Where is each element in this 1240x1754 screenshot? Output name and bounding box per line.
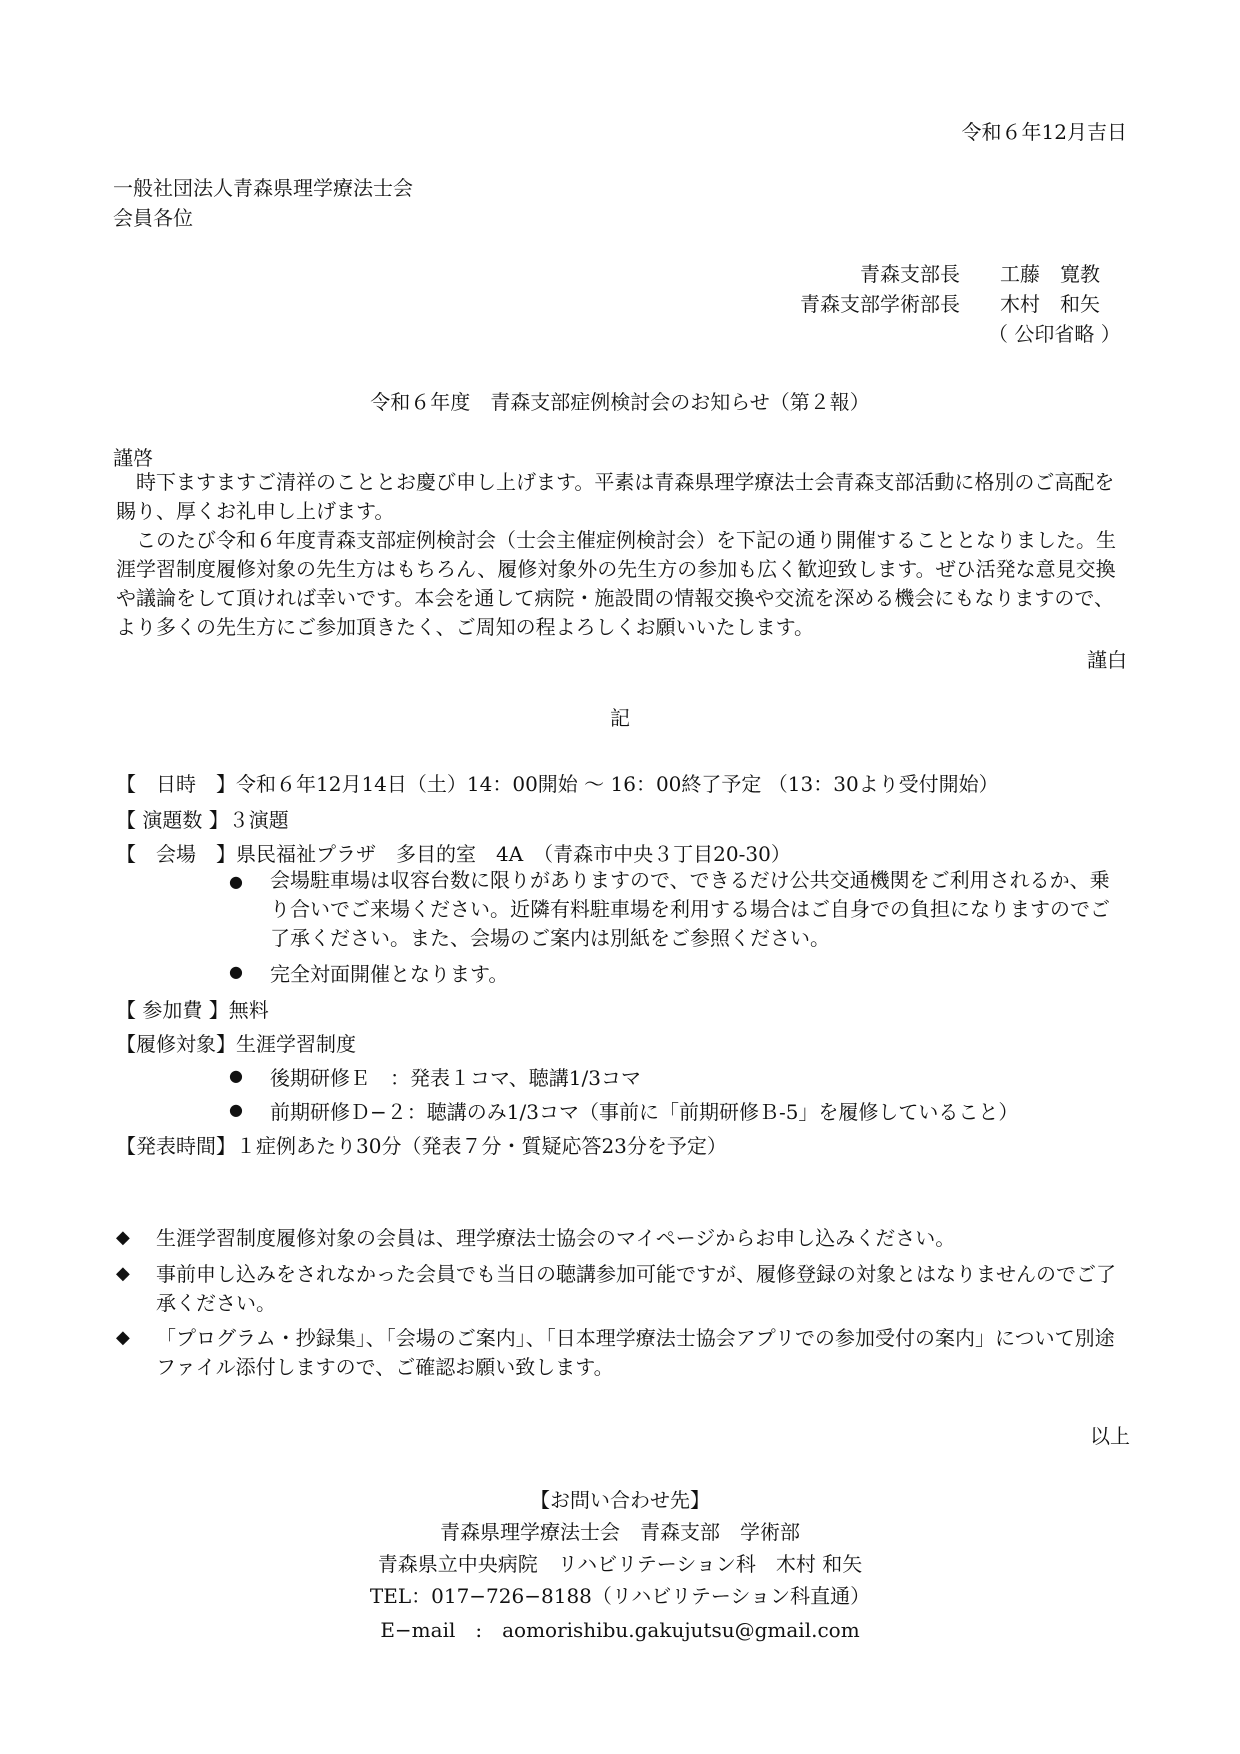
detail-value: 無料 xyxy=(228,998,269,1022)
signatory-name: 木村 和矢 xyxy=(1000,292,1100,316)
bullet-icon: ● xyxy=(229,962,243,981)
detail-label: 【 演題数 】 xyxy=(116,808,229,832)
ki-marker: 記 xyxy=(610,706,630,730)
contact-email[interactable]: E−mail : aomorishibu.gakujutsu@gmail.com xyxy=(380,1618,860,1642)
contact-heading: 【お問い合わせ先】 xyxy=(530,1488,710,1512)
target-item-advanced: 後期研修Ｅ ：発表１コマ、聴講1/3コマ xyxy=(270,1066,641,1090)
contact-organization: 青森県理学療法士会 青森支部 学術部 xyxy=(440,1520,800,1544)
venue-note-parking: 会場駐車場は収容台数に限りがありますので、できるだけ公共交通機関をご利用されるか、乗り合いでご来場ください。近隣有料駐車場を利用する場合はご自身での負担になりますのでご了承ください。また、会場のご案内は別紙をご参照ください。 xyxy=(270,868,1110,950)
detail-target xyxy=(116,1028,356,1057)
notice-attachments: 「プログラム・抄録集」、「会場のご案内」、「日本理学療法士協会アプリでの参加受付の案内」について別途ファイル添付しますので、ご確認お願い致します。 xyxy=(156,1326,1115,1379)
body-paragraph-1: 時下ますますご清祥のこととお慶び申し上げます。平素は青森県理学療法士会青森支部活動に格別のご高配を賜り、厚くお礼申し上げます。 xyxy=(116,470,1115,523)
signatory-title: 青森支部学術部長 xyxy=(800,292,960,316)
detail-value: 県民福祉プラザ 多目的室 4A （青森市中央３丁目20‐30） xyxy=(236,842,791,866)
venue-note-in-person: 完全対面開催となります。 xyxy=(270,962,509,986)
diamond-bullet-icon: ◆ xyxy=(116,1327,130,1348)
detail-label: 【発表時間】 xyxy=(116,1134,236,1158)
detail-label: 【 会場 】 xyxy=(116,842,236,866)
closing-word: 謹白 xyxy=(1087,648,1127,672)
detail-venue xyxy=(116,838,791,867)
detail-value: １症例あたり30分（発表７分・質疑応答23分を予定） xyxy=(236,1134,727,1158)
seal-omitted-note: （ 公印省略 ） xyxy=(988,322,1121,346)
detail-value: 生涯学習制度 xyxy=(236,1032,356,1056)
document-title: 令和６年度 青森支部症例検討会のお知らせ（第２報） xyxy=(370,390,870,414)
body-paragraph-2: このたび令和６年度青森支部症例検討会（士会主催症例検討会）を下記の通り開催することとなりました。生涯学習制度履修対象の先生方はもちろん、履修対象外の先生方の参加も広く歓迎致します。ぜひ活発な意見交換や議論をして頂ければ幸いです。本会を通して病院・施設間の情報交換や交流を深める機会にもなりますので、より多くの先生方にご参加頂きたく、ご周知の程よろしくお願いいたします。 xyxy=(116,528,1116,639)
document-date: 令和６年12月吉日 xyxy=(961,120,1127,144)
detail-presentation-time xyxy=(116,1130,727,1159)
recipient-organization: 一般社団法人青森県理学療法士会 xyxy=(113,176,413,200)
contact-telephone: TEL：017−726−8188（リハビリテーション科直通） xyxy=(369,1584,871,1608)
signatory-name: 工藤 寛教 xyxy=(1000,262,1100,286)
diamond-bullet-icon: ◆ xyxy=(116,1263,130,1284)
notice-walk-in: 事前申し込みをされなかった会員でも当日の聴講参加可能ですが、履修登録の対象とはなりませんのでご了承ください。 xyxy=(156,1262,1116,1315)
opening-greeting: 謹啓 xyxy=(113,446,153,470)
target-item-basic: 前期研修Ｄ−２：聴講のみ1/3コマ（事前に「前期研修Ｂ-5」を履修していること） xyxy=(270,1100,1019,1124)
diamond-bullet-icon: ◆ xyxy=(116,1227,130,1248)
bullet-icon: ● xyxy=(229,872,243,891)
recipient-members: 会員各位 xyxy=(113,206,193,230)
bullet-icon: ● xyxy=(229,1066,243,1085)
detail-datetime xyxy=(116,768,999,797)
signatory-title: 青森支部長 xyxy=(860,262,960,286)
notice-apply-mypage: 生涯学習制度履修対象の会員は、理学療法士協会のマイページからお申し込みください。 xyxy=(156,1226,956,1250)
closing-ijo: 以上 xyxy=(1090,1424,1130,1448)
detail-value: ３演題 xyxy=(228,808,289,832)
detail-label: 【履修対象】 xyxy=(116,1032,236,1056)
detail-label: 【 参加費 】 xyxy=(116,998,229,1022)
contact-person: 青森県立中央病院 リハビリテーション科 木村 和矢 xyxy=(377,1552,863,1576)
detail-topics xyxy=(116,804,289,833)
bullet-icon: ● xyxy=(229,1100,243,1119)
detail-fee xyxy=(116,994,269,1023)
detail-label: 【 日時 】 xyxy=(116,772,236,796)
detail-value: 令和６年12月14日（土）14：00開始 ～ 16：00終了予定 （13：30より受付開始） xyxy=(236,772,999,796)
